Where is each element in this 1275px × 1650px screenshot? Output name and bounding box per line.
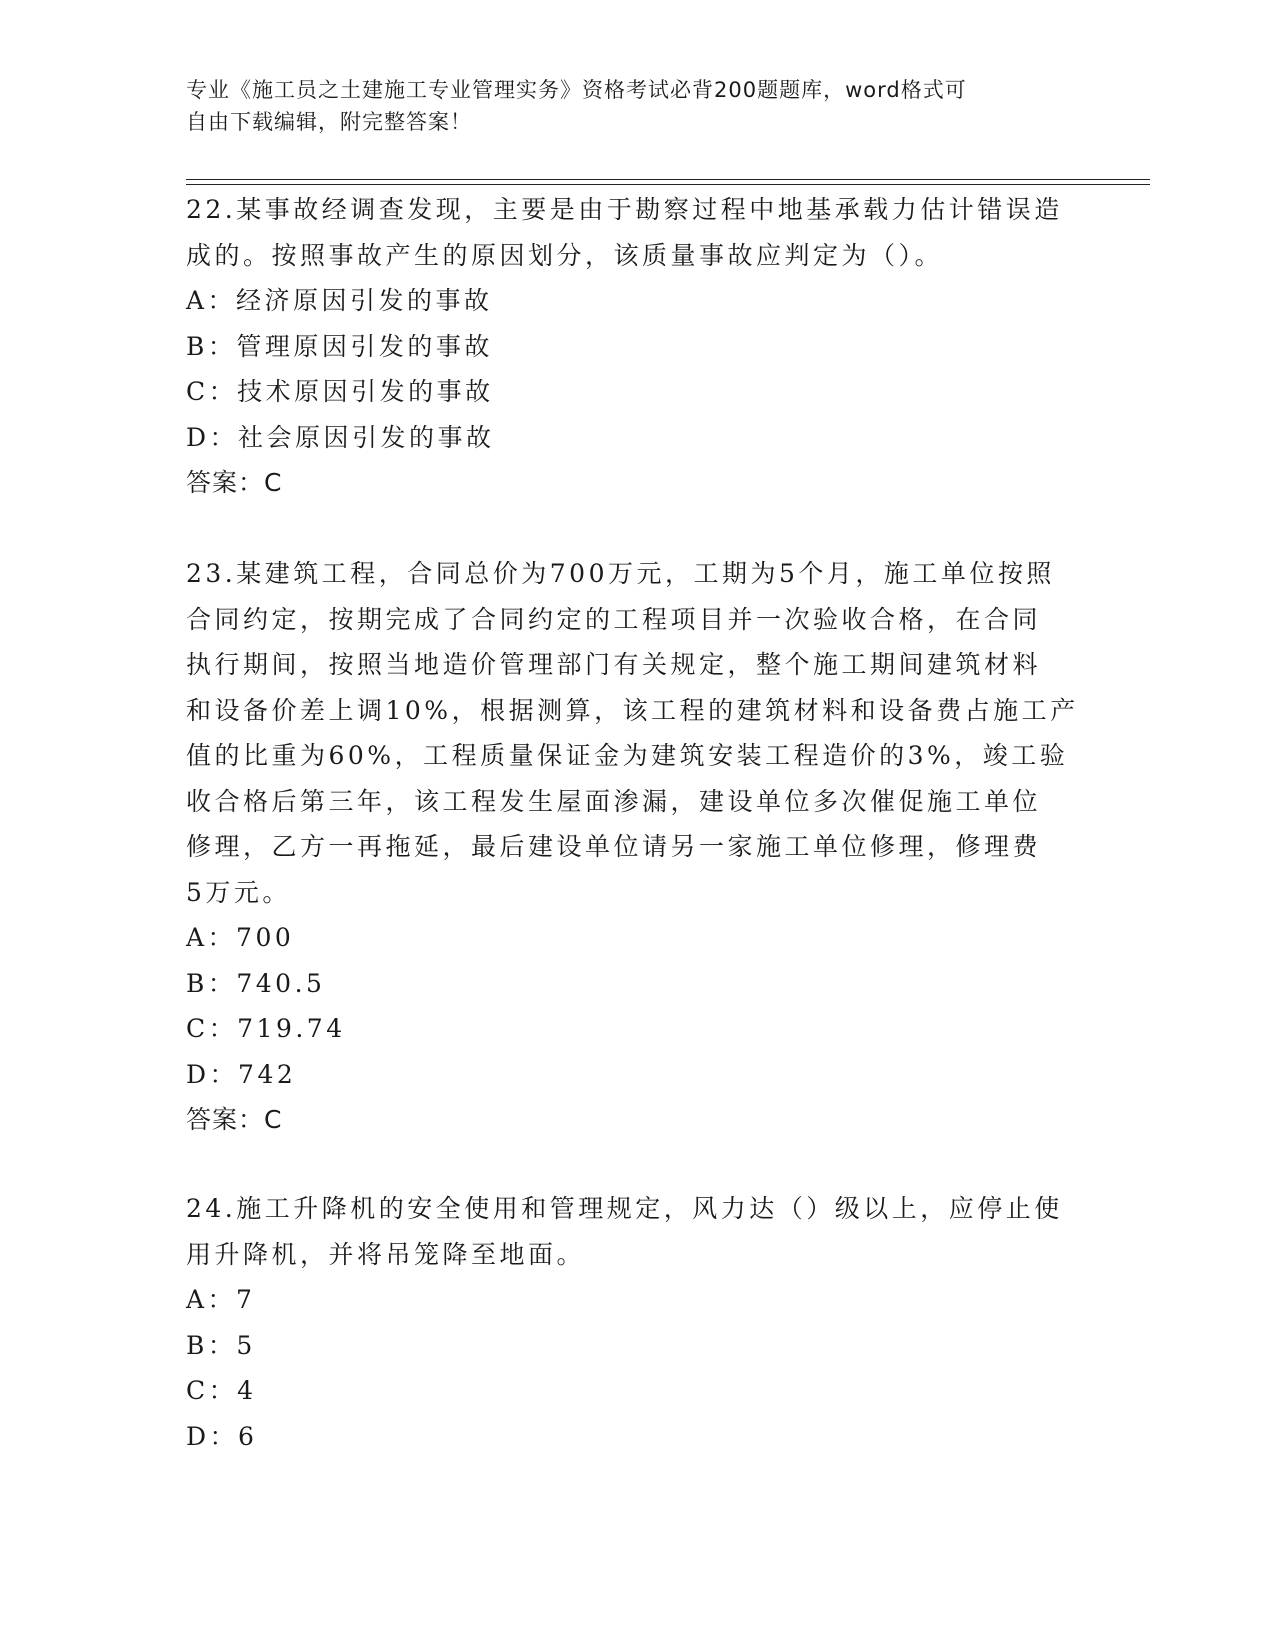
answer-label: 答案：C: [186, 1105, 283, 1134]
option-a: A：700: [186, 923, 295, 952]
question-22: [186, 187, 1086, 506]
option-b: B：740.5: [186, 968, 326, 998]
option-b: B：管理原因引发的事故: [186, 331, 493, 361]
option-b: B：5: [186, 1330, 256, 1360]
option-c: C：719.74: [186, 1014, 346, 1043]
header-divider-bottom: [186, 184, 1150, 185]
question-text-line: 用升降机，并将吊笼降至地面。: [186, 1239, 586, 1269]
option-c: C：技术原因引发的事故: [186, 377, 494, 406]
answer-label: 答案：C: [186, 468, 283, 497]
option-d: D：742: [186, 1059, 297, 1089]
question-text-line: 23.某建筑工程，合同总价为700万元，工期为5个月，施工单位按照: [186, 559, 1055, 588]
option-a: A：经济原因引发的事故: [186, 286, 493, 315]
question-text-line: 修理，乙方一再拖延，最后建设单位请另一家施工单位修理，修理费: [186, 832, 1042, 861]
question-text-line: 5万元。: [186, 877, 291, 907]
option-a: A：7: [186, 1285, 256, 1314]
question-text-line: 22.某事故经调查发现，主要是由于勘察过程中地基承载力估计错误造: [186, 195, 1063, 224]
question-text-line: 成的。按照事故产生的原因划分，该质量事故应判定为（）。: [186, 240, 944, 270]
question-text-line: 收合格后第三年，该工程发生屋面渗漏，建设单位多次催促施工单位: [186, 786, 1042, 816]
question-text-line: 和设备价差上调10%，根据测算，该工程的建筑材料和设备费占施工产: [186, 695, 1079, 725]
header-divider-top: [186, 179, 1150, 180]
question-text-line: 值的比重为60%，工程质量保证金为建筑安装工程造价的3%，竣工验: [186, 741, 1069, 770]
question-24: [186, 1186, 1086, 1459]
document-header: [186, 74, 1066, 138]
question-text-line: 执行期间，按照当地造价管理部门有关规定，整个施工期间建筑材料: [186, 650, 1042, 679]
question-text-line: 24.施工升降机的安全使用和管理规定，风力达（）级以上，应停止使: [186, 1194, 1063, 1223]
header-line-1: 专业《施工员之土建施工专业管理实务》资格考试必背200题题库，word格式可: [186, 78, 967, 102]
question-text-line: 合同约定，按期完成了合同约定的工程项目并一次验收合格，在合同: [186, 604, 1042, 634]
option-d: D：6: [186, 1421, 258, 1451]
question-23: [186, 551, 1086, 1143]
option-d: D：社会原因引发的事故: [186, 422, 495, 452]
option-c: C：4: [186, 1376, 257, 1405]
header-line-2: 自由下载编辑，附完整答案！: [186, 110, 472, 134]
